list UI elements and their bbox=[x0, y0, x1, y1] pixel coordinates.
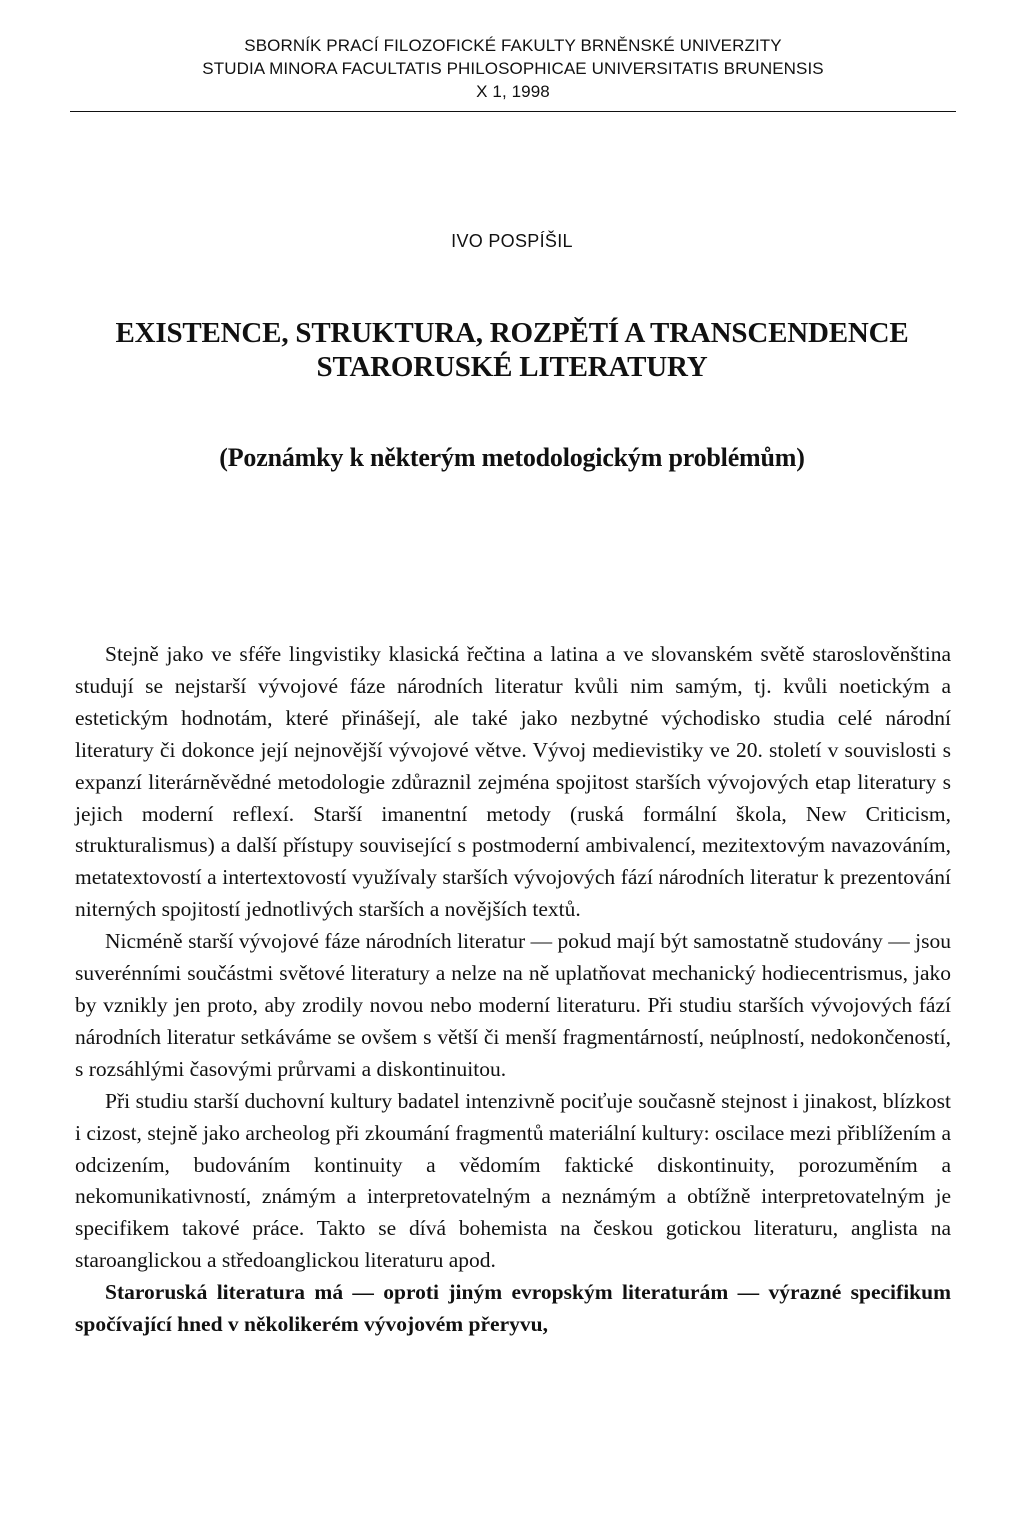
masthead-line-2: STUDIA MINORA FACULTATIS PHILOSOPHICAE UNIVERSITATIS BRUNENSIS bbox=[202, 59, 824, 78]
body-paragraph-2: Nicméně starší vývojové fáze národních literatur — pokud mají být samostatně studovány — jsou suverénními součástmi světové literatury a nelze na ně uplatňovat mechanický hodiecentrismus, jako by vznikly jen proto, aby zrodily novou nebo moderní literaturu. Při studiu starších vývojových fází národních literatur setkáváme se ovšem s větší či menší fragmentárností, neúplností, nedokončeností, s rozsáhlými časovými průrvami a diskontinuitou. bbox=[75, 929, 951, 1081]
article-body bbox=[75, 639, 951, 1341]
article-title bbox=[0, 316, 1024, 384]
journal-masthead bbox=[70, 34, 956, 103]
masthead-volume: X 1, 1998 bbox=[476, 82, 550, 101]
body-paragraph-3: Při studiu starší duchovní kultury badatel intenzivně pociťuje současně stejnost i jinakost, blízkost i cizost, stejně jako archeolog při zkoumání fragmentů materiální kultury: oscilace mezi přiblížením a odcizením, budováním kontinuity a vědomím faktické diskontinuity, porozuměním a nekomunikativností, známým a interpretovatelným a neznámým a obtížně interpretovatelným je specifikem takové práce. Takto se dívá bohemista na českou gotickou literaturu, anglista na staroanglickou a středoanglickou literaturu apod. bbox=[75, 1088, 951, 1273]
header-rule bbox=[70, 111, 956, 112]
body-paragraph-4: Staroruská literatura má — oproti jiným evropským literaturám — výrazné specifikum spočívající hned v několikerém vývojovém přeryvu, bbox=[75, 1280, 951, 1337]
title-line-2: STARORUSKÉ LITERATURY bbox=[316, 351, 708, 383]
title-line-1: EXISTENCE, STRUKTURA, ROZPĚTÍ A TRANSCENDENCE bbox=[115, 317, 909, 349]
masthead-line-1: SBORNÍK PRACÍ FILOZOFICKÉ FAKULTY BRNĚNSKÉ UNIVERZITY bbox=[244, 36, 782, 55]
author-name: IVO POSPÍŠIL bbox=[451, 231, 573, 251]
article-subtitle: (Poznámky k některým metodologickým problémům) bbox=[219, 443, 805, 472]
body-paragraph-1: Stejně jako ve sféře lingvistiky klasická řečtina a latina a ve slovanském světě staroslověnština studují se nejstarší vývojové fáze národních literatur kvůli nim samým, tj. kvůli noetickým a estetickým hodnotám, které přinášejí, ale také jako nezbytné východisko studia celé národní literatury či dokonce její nejnovější vývojové větve. Vývoj medievistiky ve 20. století v souvislosti s expanzí literárněvědné metodologie zdůraznil zejména spojitost starších vývojových etap literatury s jejich moderní reflexí. Starší imanentní metody (ruská formální škola, New Criticism, strukturalismus) a další přístupy související s postmoderní ambivalencí, mezitextovým navazováním, metatextovostí a intertextovostí využívaly starších vývojových fází národních literatur k prezentování niterných spojitostí jednotlivých starších a novějších textů. bbox=[75, 642, 951, 922]
